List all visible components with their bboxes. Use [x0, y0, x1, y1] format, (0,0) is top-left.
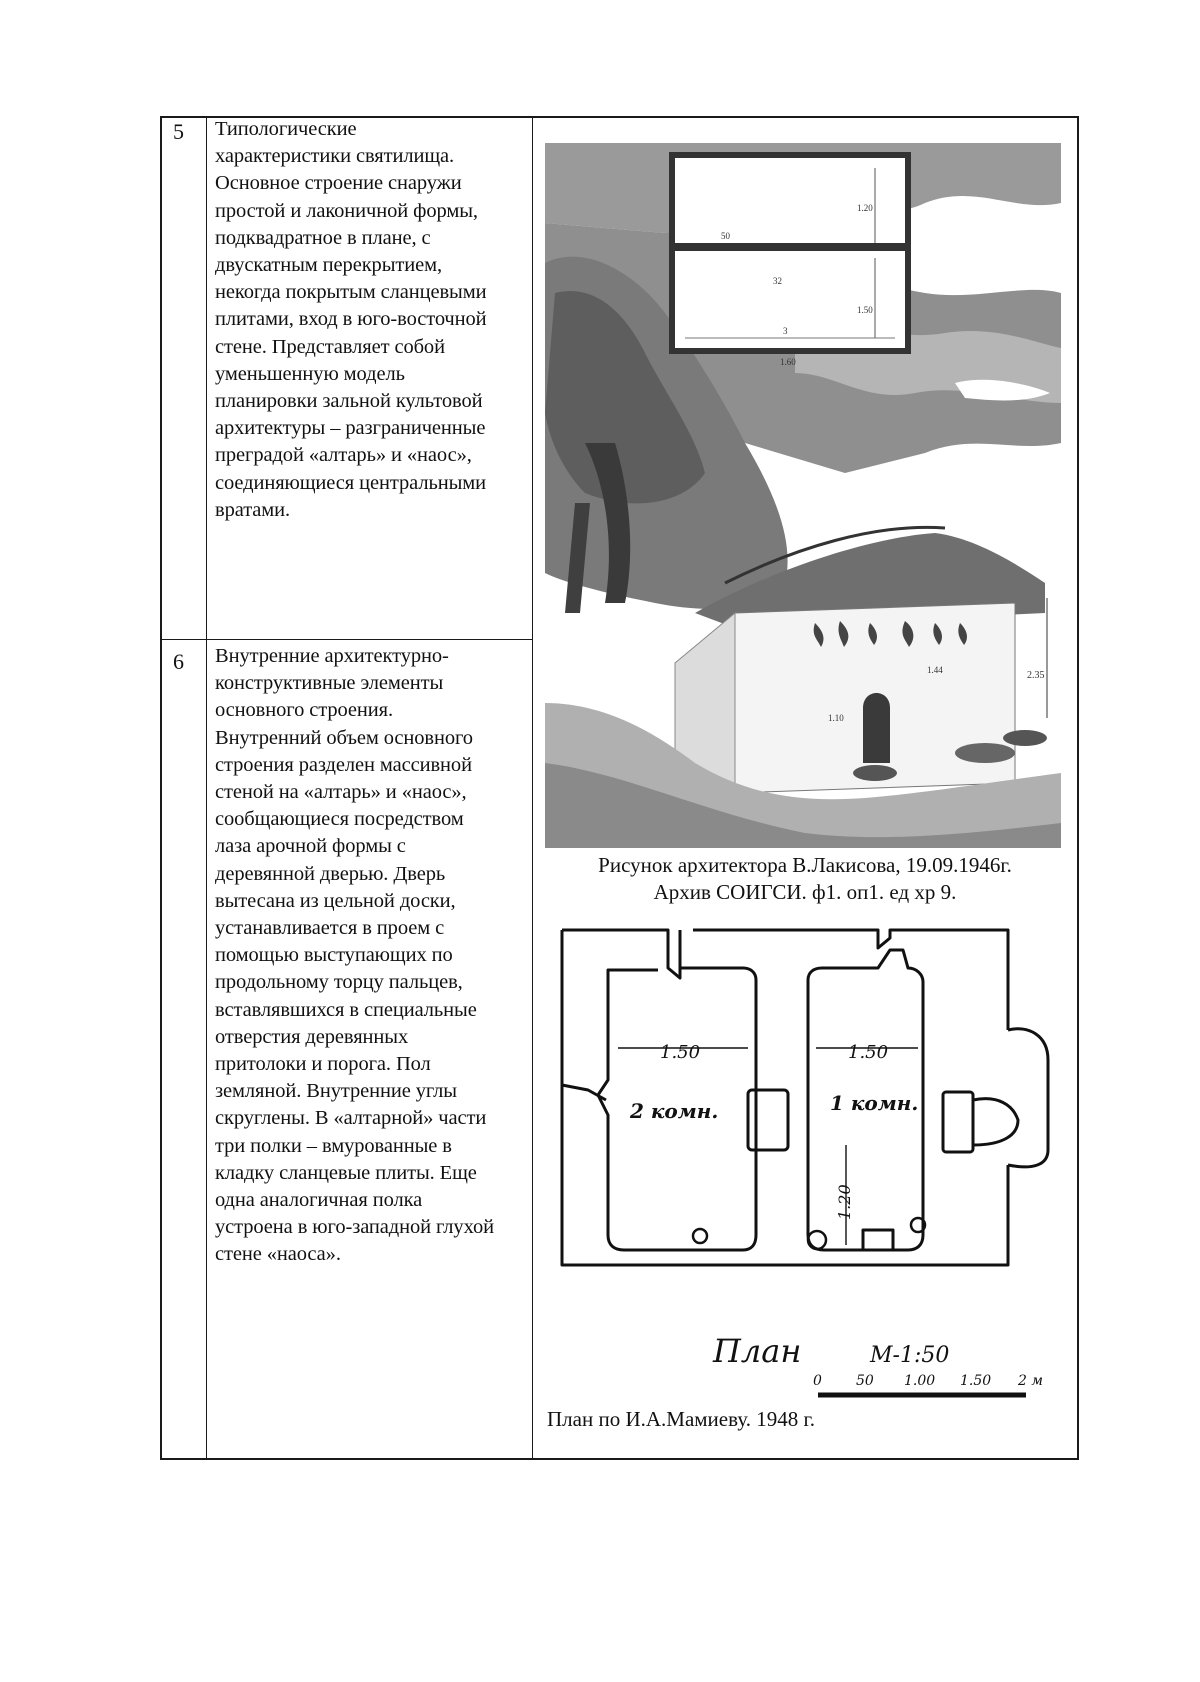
row-description: Внутренние архитектурно- конструктивные элементы основного строения. Внутренний объем основного строения разделен массивной стеной на «алтарь» и «наос», сообщающиеся посредством лаза арочной формы с деревянной дверью. Дверь вытесана из цельной доски, устанавливается в проем с помощью выступающих по продольному торцу пальцев, вставлявшихся в специальные отверстия деревянных притолоки и порога. Пол земляной. Внутренние углы скруглены. В «алтарной» части три полки – вмурованные в кладку сланцевые плиты. Еще одна аналогичная полка устроена в юго-западной глухой стене «наоса».: [215, 645, 494, 1266]
scale-tick: 1.00: [904, 1373, 936, 1389]
dim-label: 1.44: [927, 665, 943, 675]
row-description: Типологические характеристики святилища. Основное строение снаружи простой и лаконичной формы, подквадратное в плане, с двускатным перекрытием, некогда покрытым сланцевыми плитами, вход в юго-восточной стене. Представляет собой уменьшенную модель планировки зальной культовой архитектуры – разграниченные преградой «алтарь» и «наос», соединяющиеся центральными вратами.: [215, 118, 487, 521]
floor-plan: [548, 920, 1068, 1410]
table-row-divider: [160, 639, 533, 640]
scale-tick: 50: [856, 1373, 874, 1389]
drawing-caption-line-1: Рисунок архитектора В.Лакисова, 19.09.1946г.: [598, 853, 1012, 877]
dim-label: 2.35: [1027, 670, 1045, 681]
dim-label: 1.20: [857, 203, 873, 213]
table-right-border: [1077, 116, 1079, 1460]
dim-label: 32: [773, 276, 782, 286]
plan-title: План: [713, 1332, 802, 1370]
dimension-label: 1.50: [848, 1042, 889, 1063]
table-bottom-border: [160, 1458, 1079, 1460]
plan-scale: М-1:50: [870, 1343, 950, 1368]
room-label: 1 комн.: [830, 1091, 919, 1115]
scale-tick: 0: [813, 1373, 822, 1389]
dim-label: 1.10: [828, 713, 844, 723]
dim-label: 3: [783, 326, 788, 336]
scale-tick: 2 м: [1018, 1373, 1043, 1389]
drawing-caption-line-2: Архив СОИГСИ. ф1. оп1. ед хр 9.: [653, 880, 957, 904]
row-number: 5: [173, 119, 184, 144]
table-col-divider-2: [532, 116, 533, 1460]
dim-label: 1.60: [780, 357, 796, 367]
dim-label: 1.50: [857, 305, 873, 315]
architect-sketch: [545, 143, 1061, 848]
dimension-label: 1.50: [660, 1042, 701, 1063]
dim-label: 50: [721, 231, 730, 241]
dimension-label: 1.20: [835, 1184, 854, 1220]
table-col-divider-1: [206, 116, 207, 1460]
table-left-border: [160, 116, 162, 1460]
scale-tick: 1.50: [960, 1373, 992, 1389]
plan-caption: План по И.А.Мамиеву. 1948 г.: [547, 1407, 815, 1431]
row-number: 6: [173, 649, 184, 674]
room-label: 2 комн.: [630, 1099, 719, 1123]
